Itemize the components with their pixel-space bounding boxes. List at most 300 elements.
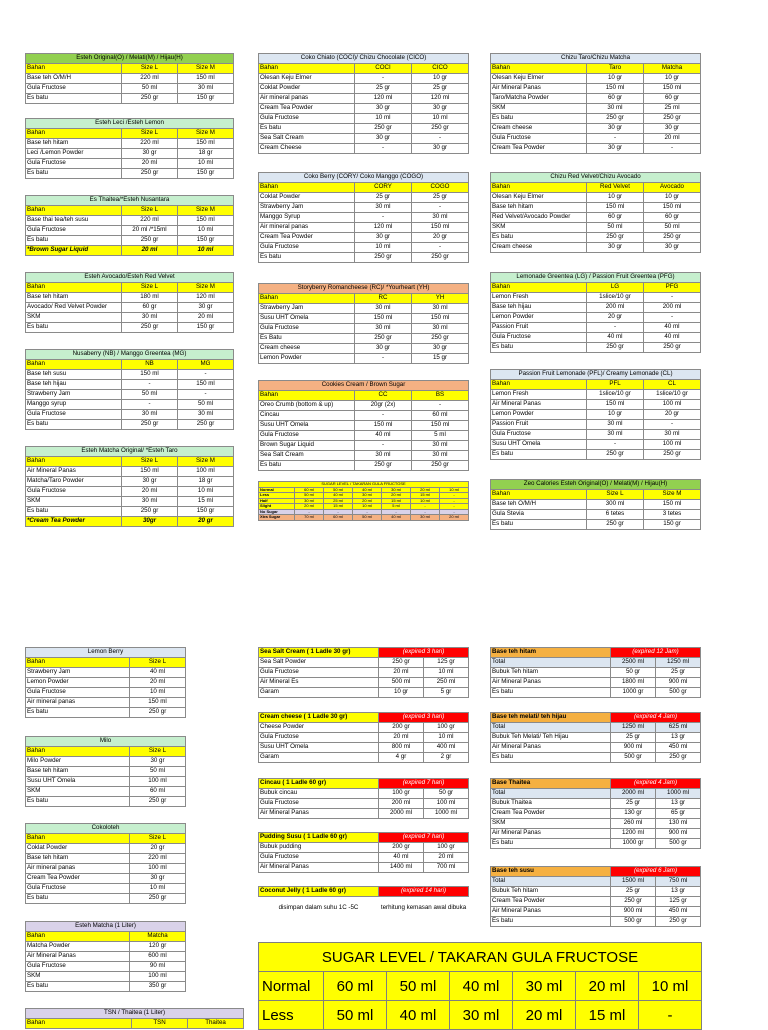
column-header: Bahan bbox=[26, 932, 130, 942]
table-title: Coko Berry (CORY/ Coko Manggo (COGO) bbox=[259, 173, 469, 183]
base-table-b3 bbox=[490, 778, 701, 849]
table-cell: 40 ml bbox=[355, 431, 412, 441]
table-cell: 25 gr bbox=[412, 193, 469, 203]
table-row bbox=[491, 917, 701, 927]
table-cell: 30 gr bbox=[644, 243, 701, 253]
table-title-row bbox=[491, 273, 701, 283]
table-cell: 25 gr bbox=[656, 668, 701, 678]
table-row bbox=[26, 293, 234, 303]
table-row bbox=[26, 688, 186, 698]
table-cell: 120 ml bbox=[355, 94, 412, 104]
table-cell: 20 gr bbox=[412, 233, 469, 243]
table-cell: 250 gr bbox=[587, 450, 644, 460]
table-cell: 150 gr bbox=[178, 169, 234, 179]
table-cell: 150 ml bbox=[122, 467, 178, 477]
table-cell: 100 gr bbox=[424, 723, 469, 733]
table-cell: 220 ml bbox=[122, 216, 178, 226]
table-row bbox=[259, 421, 469, 431]
table-cell: 30 ml bbox=[355, 451, 412, 461]
table-row bbox=[259, 515, 469, 521]
table-row bbox=[26, 854, 186, 864]
recipe-table-t11 bbox=[490, 53, 701, 154]
table-cell: 10 ml bbox=[639, 972, 702, 1001]
table-cell: 250 gr bbox=[355, 124, 412, 134]
table-cell: Es batu bbox=[491, 753, 611, 763]
table-cell: SKM bbox=[491, 223, 587, 233]
table-header-row bbox=[491, 183, 701, 193]
table-row bbox=[491, 450, 701, 460]
table-row bbox=[491, 400, 701, 410]
table-cell: 1slice/10 gr bbox=[644, 390, 701, 400]
table-cell: 150 ml bbox=[355, 314, 412, 324]
table-cell: - bbox=[587, 440, 644, 450]
expiry-badge: (expired 3 hari) bbox=[379, 713, 469, 723]
table-row bbox=[491, 668, 701, 678]
table-row bbox=[26, 400, 234, 410]
table-row bbox=[491, 223, 701, 233]
table-cell: - bbox=[355, 74, 412, 84]
prep-table-p2 bbox=[258, 712, 469, 763]
table-header-row bbox=[26, 747, 186, 757]
table-row bbox=[491, 74, 701, 84]
table-cell: Olesan Keju Elmer bbox=[491, 74, 587, 84]
table-cell: - bbox=[644, 293, 701, 303]
table-cell: 250 gr bbox=[355, 253, 412, 263]
table-cell: - bbox=[644, 420, 701, 430]
table-cell: Gula Fructose bbox=[26, 410, 122, 420]
table-row bbox=[26, 962, 186, 972]
table-row bbox=[26, 149, 234, 159]
table-cell: - bbox=[355, 144, 412, 154]
table-title: Sea Salt Cream ( 1 Ladle 30 gr) bbox=[259, 648, 379, 658]
table-cell: Base teh O/M/H bbox=[26, 74, 122, 84]
table-cell: 30 ml bbox=[295, 498, 324, 504]
table-title-row bbox=[259, 779, 469, 789]
table-title: Nusaberry (NB) / Manggo Greentea (MG) bbox=[26, 350, 234, 360]
table-cell: 30 gr bbox=[587, 144, 644, 154]
table-row bbox=[26, 390, 234, 400]
table-row bbox=[259, 743, 469, 753]
table-title-row bbox=[26, 350, 234, 360]
recipe-table-t14 bbox=[490, 369, 701, 460]
table-header-row bbox=[259, 64, 469, 74]
table-cell: 15 ml bbox=[324, 504, 353, 510]
table-cell: 20 gr bbox=[130, 844, 186, 854]
table-cell: 1000 gr bbox=[611, 688, 656, 698]
table-title: SUGAR LEVEL / TAKARAN GULA FRUCTOSE bbox=[259, 482, 469, 488]
table-cell: Passion Fruit bbox=[491, 323, 587, 333]
table-row bbox=[491, 233, 701, 243]
table-cell: 25 ml bbox=[324, 498, 353, 504]
table-cell: Es batu bbox=[491, 688, 611, 698]
table-row bbox=[259, 334, 469, 344]
table-row bbox=[259, 84, 469, 94]
table-cell: 50 gr bbox=[611, 668, 656, 678]
coconut-jelly-table bbox=[258, 886, 469, 919]
table-row bbox=[26, 942, 186, 952]
table-cell: 250 gr bbox=[122, 420, 178, 430]
table-row bbox=[491, 829, 701, 839]
table-cell: Gula Fructose bbox=[259, 799, 379, 809]
table-cell: Base teh hijau bbox=[491, 303, 587, 313]
table-cell: Cream cheese bbox=[259, 344, 355, 354]
table-title-row bbox=[491, 54, 701, 64]
table-cell: 2500 ml bbox=[611, 658, 656, 668]
expiry-badge: (expired 12 Jam) bbox=[611, 648, 701, 658]
table-row bbox=[259, 1001, 702, 1030]
column-header: Size L bbox=[122, 457, 178, 467]
table-cell: Cream Tea Powder bbox=[259, 104, 355, 114]
table-cell: Es batu bbox=[26, 708, 130, 718]
column-header: Bahan bbox=[26, 747, 130, 757]
table-cell: 50 ml bbox=[353, 515, 382, 521]
table-cell: 25 ml bbox=[644, 104, 701, 114]
table-cell: 250 gr bbox=[644, 114, 701, 124]
table-row bbox=[26, 708, 186, 718]
table-row bbox=[491, 839, 701, 849]
table-row bbox=[26, 313, 234, 323]
table-cell: 250 gr bbox=[355, 334, 412, 344]
table-row bbox=[491, 907, 701, 917]
table-cell: 30 ml bbox=[587, 104, 644, 114]
table-cell: 10 ml bbox=[412, 114, 469, 124]
table-title-row bbox=[259, 833, 469, 843]
table-cell: - bbox=[178, 370, 234, 380]
table-cell: Sea Salt Powder bbox=[259, 658, 379, 668]
table-row bbox=[26, 668, 186, 678]
table-cell: 250 gr bbox=[587, 114, 644, 124]
table-cell: 30 ml bbox=[122, 313, 178, 323]
table-title-row bbox=[491, 370, 701, 380]
table-cell: 10 ml bbox=[440, 487, 469, 493]
table-row bbox=[26, 864, 186, 874]
table-cell: 150 ml bbox=[122, 370, 178, 380]
table-title-row bbox=[26, 196, 234, 206]
table-cell: 10 gr bbox=[587, 193, 644, 203]
table-cell: 100 ml bbox=[178, 467, 234, 477]
table-cell: Es batu bbox=[26, 94, 122, 104]
table-cell: Bubuk Thaitea bbox=[491, 799, 611, 809]
table-cell: 30 gr bbox=[355, 344, 412, 354]
table-cell: 40 ml bbox=[644, 323, 701, 333]
table-cell: 250 ml bbox=[424, 678, 469, 688]
table-cell: 2000 ml bbox=[611, 789, 656, 799]
table-row bbox=[491, 390, 701, 400]
table-cell: 30 ml bbox=[355, 324, 412, 334]
total-label: Total bbox=[491, 789, 611, 799]
table-cell: Air mineral panas bbox=[259, 223, 355, 233]
table-cell: 60 ml bbox=[412, 411, 469, 421]
table-cell: SKM bbox=[26, 313, 122, 323]
column-header: Size L bbox=[122, 129, 178, 139]
table-title-row bbox=[26, 273, 234, 283]
column-header: Size M bbox=[644, 490, 701, 500]
recipe-table-t17 bbox=[25, 736, 186, 807]
table-cell: Air Mineral Panas bbox=[491, 84, 587, 94]
storage-note: disimpan dalam suhu 1C -5C bbox=[278, 903, 359, 911]
table-title-row bbox=[259, 173, 469, 183]
table-row bbox=[491, 510, 701, 520]
sugar-level-label: No Sugar bbox=[259, 509, 295, 515]
expiry-badge: (expired 7 hari) bbox=[379, 833, 469, 843]
table-row bbox=[259, 213, 469, 223]
table-cell: 150 ml bbox=[178, 380, 234, 390]
table-row bbox=[259, 411, 469, 421]
column-header: Size M bbox=[178, 64, 234, 74]
table-cell: 200 gr bbox=[379, 723, 424, 733]
column-header: COCI bbox=[355, 64, 412, 74]
table-row bbox=[491, 430, 701, 440]
table-row bbox=[26, 380, 234, 390]
table-cell: Air mineral panas bbox=[26, 698, 130, 708]
table-header-row bbox=[26, 206, 234, 216]
table-title: Lemon Berry bbox=[26, 648, 186, 658]
table-cell: Gula Fructose bbox=[26, 487, 122, 497]
table-row bbox=[259, 799, 469, 809]
table-cell: 250 gr bbox=[122, 94, 178, 104]
table-row bbox=[26, 972, 186, 982]
table-cell: Gula Fructose bbox=[26, 226, 122, 236]
column-header: Bahan bbox=[26, 129, 122, 139]
table-title: Passion Fruit Lemonade (PFL)/ Creamy Lemonade (CL) bbox=[491, 370, 701, 380]
table-cell: 10 ml bbox=[411, 498, 440, 504]
table-row bbox=[259, 431, 469, 441]
table-cell: - bbox=[440, 498, 469, 504]
table-cell: 125 gr bbox=[656, 897, 701, 907]
table-title-row bbox=[26, 922, 186, 932]
table-cell: 30 ml bbox=[450, 1001, 513, 1030]
table-cell: 150 gr bbox=[644, 520, 701, 530]
expiry-badge: (expired 3 hari) bbox=[379, 648, 469, 658]
table-cell: - bbox=[587, 134, 644, 144]
table-cell: Cream cheese bbox=[491, 243, 587, 253]
table-row bbox=[26, 84, 234, 94]
table-cell: 625 ml bbox=[656, 723, 701, 733]
table-row bbox=[26, 420, 234, 430]
column-header: Avocado bbox=[644, 183, 701, 193]
table-header-row bbox=[491, 64, 701, 74]
table-cell: 1800 ml bbox=[611, 678, 656, 688]
table-cell: 30 ml bbox=[355, 304, 412, 314]
total-row bbox=[491, 658, 701, 668]
table-cell: 50 ml bbox=[387, 972, 450, 1001]
table-cell: 25 gr bbox=[355, 84, 412, 94]
table-cell: Cream Tea Powder bbox=[491, 897, 611, 907]
table-cell: 500 gr bbox=[611, 753, 656, 763]
table-title-row bbox=[26, 737, 186, 747]
table-cell: 20 ml bbox=[379, 733, 424, 743]
table-cell: - bbox=[412, 203, 469, 213]
column-header: TSN bbox=[132, 1019, 188, 1029]
table-cell: Olesan Keju Elmer bbox=[491, 193, 587, 203]
table-cell: Air mineral panas bbox=[259, 94, 355, 104]
column-header: Bahan bbox=[259, 64, 355, 74]
table-cell: - bbox=[355, 411, 412, 421]
recipe-table-t10 bbox=[258, 380, 469, 471]
table-cell: Strawberry Jam bbox=[26, 390, 122, 400]
table-row bbox=[491, 114, 701, 124]
table-cell: 130 ml bbox=[656, 819, 701, 829]
table-cell: Susu UHT Omela bbox=[26, 777, 130, 787]
table-cell: Gula Fructose bbox=[491, 333, 587, 343]
table-cell: Gula Stevia bbox=[491, 510, 587, 520]
table-cell: 20 ml bbox=[130, 678, 186, 688]
table-row bbox=[26, 678, 186, 688]
table-row bbox=[259, 753, 469, 763]
table-row bbox=[26, 844, 186, 854]
table-cell: 20 ml bbox=[295, 504, 324, 510]
table-cell: 90 ml bbox=[130, 962, 186, 972]
column-header: Bahan bbox=[26, 1019, 132, 1029]
table-cell: 30 gr bbox=[130, 757, 186, 767]
table-row bbox=[491, 440, 701, 450]
table-cell: 500 gr bbox=[611, 917, 656, 927]
table-cell: Sea Salt Cream bbox=[259, 134, 355, 144]
table-cell: Gula Fructose bbox=[26, 884, 130, 894]
column-header: Size L bbox=[122, 206, 178, 216]
table-cell: 250 gr bbox=[122, 236, 178, 246]
recipe-table-t5 bbox=[25, 349, 234, 430]
table-cell: 220 ml bbox=[122, 74, 178, 84]
table-cell: Coklat Powder bbox=[259, 84, 355, 94]
table-row bbox=[491, 293, 701, 303]
table-cell: Cream Tea Powder bbox=[491, 809, 611, 819]
table-title: SUGAR LEVEL / TAKARAN GULA FRUCTOSE bbox=[259, 943, 702, 972]
table-cell: - bbox=[412, 134, 469, 144]
table-cell: 65 gr bbox=[656, 809, 701, 819]
table-row bbox=[26, 797, 186, 807]
prep-table-p3 bbox=[258, 778, 469, 819]
table-cell: 120 ml bbox=[178, 293, 234, 303]
table-row bbox=[259, 193, 469, 203]
table-row-highlight bbox=[26, 517, 234, 527]
column-header: Bahan bbox=[26, 834, 130, 844]
table-cell: 10 ml bbox=[424, 733, 469, 743]
table-cell: 150 gr bbox=[178, 236, 234, 246]
table-cell: Es batu bbox=[26, 797, 130, 807]
table-title: Cincau ( 1 Ladle 60 gr) bbox=[259, 779, 379, 789]
table-cell: 60 ml bbox=[324, 515, 353, 521]
table-cell: 100 ml bbox=[644, 400, 701, 410]
table-cell: 260 ml bbox=[611, 819, 656, 829]
column-header: Bahan bbox=[26, 206, 122, 216]
table-cell: Lemon Powder bbox=[259, 354, 355, 364]
table-row bbox=[259, 688, 469, 698]
table-cell: 250 gr bbox=[644, 343, 701, 353]
table-title-row bbox=[26, 119, 234, 129]
table-header-row bbox=[491, 490, 701, 500]
table-row bbox=[491, 193, 701, 203]
table-cell: Manggo syrup bbox=[26, 400, 122, 410]
table-cell: Air Mineral Panas bbox=[26, 467, 122, 477]
table-cell: Garam bbox=[259, 688, 379, 698]
table-row bbox=[259, 809, 469, 819]
table-row bbox=[259, 678, 469, 688]
table-cell: 220 ml bbox=[122, 139, 178, 149]
table-cell: 1250 ml bbox=[656, 658, 701, 668]
table-cell: 1500 ml bbox=[611, 877, 656, 887]
table-cell: Es batu bbox=[26, 507, 122, 517]
table-title-row bbox=[26, 447, 234, 457]
table-cell: *Brown Sugar Liquid bbox=[26, 246, 122, 256]
table-cell: 30 gr bbox=[587, 124, 644, 134]
table-cell: Milo Powder bbox=[26, 757, 130, 767]
table-cell: 40 ml bbox=[450, 972, 513, 1001]
table-cell: 30 ml bbox=[412, 451, 469, 461]
expiry-badge: (expired 6 Jam) bbox=[611, 867, 701, 877]
table-cell: 60 gr bbox=[644, 94, 701, 104]
column-header: Matcha bbox=[130, 932, 186, 942]
table-cell: 13 gr bbox=[656, 799, 701, 809]
base-table-b1 bbox=[490, 647, 701, 698]
table-row bbox=[259, 74, 469, 84]
table-row bbox=[259, 897, 469, 920]
table-cell: 30 gr bbox=[122, 149, 178, 159]
table-cell: 250 gr bbox=[379, 658, 424, 668]
table-title-row bbox=[491, 648, 701, 658]
table-cell: 10 ml bbox=[178, 159, 234, 169]
column-header: CC bbox=[355, 391, 412, 401]
table-row bbox=[259, 843, 469, 853]
table-cell: 5 ml bbox=[412, 431, 469, 441]
column-header: Size M bbox=[178, 457, 234, 467]
table-cell: 20 ml bbox=[382, 493, 411, 499]
table-cell: Matcha/Taro Powder bbox=[26, 477, 122, 487]
table-cell: 250 gr bbox=[178, 420, 234, 430]
table-row bbox=[26, 323, 234, 333]
table-cell: 350 gr bbox=[130, 982, 186, 992]
table-row bbox=[491, 313, 701, 323]
table-cell: Es batu bbox=[491, 839, 611, 849]
table-cell: Cream cheese bbox=[491, 124, 587, 134]
table-cell: 20 ml bbox=[178, 313, 234, 323]
table-cell: Es batu bbox=[491, 233, 587, 243]
table-title: Base teh melati/ teh hijau bbox=[491, 713, 611, 723]
table-cell: 10 ml bbox=[178, 246, 234, 256]
table-cell: 250 gr bbox=[587, 343, 644, 353]
table-cell: 30 gr bbox=[412, 144, 469, 154]
table-cell: 100 ml bbox=[644, 440, 701, 450]
table-cell: 20 ml bbox=[440, 515, 469, 521]
table-cell: 250 gr bbox=[412, 124, 469, 134]
table-cell: 1000 ml bbox=[656, 789, 701, 799]
table-cell: 6 tetes bbox=[587, 510, 644, 520]
total-label: Total bbox=[491, 658, 611, 668]
table-cell: Base teh hitam bbox=[491, 203, 587, 213]
table-cell: 250 gr bbox=[412, 461, 469, 471]
table-cell: 150 ml bbox=[412, 421, 469, 431]
column-header: Bahan bbox=[491, 490, 587, 500]
table-cell: 10 gr bbox=[412, 74, 469, 84]
table-row bbox=[491, 678, 701, 688]
table-cell: Gula Fructose bbox=[26, 962, 130, 972]
table-cell: 130 gr bbox=[611, 809, 656, 819]
table-cell: - bbox=[122, 400, 178, 410]
table-cell: 20 ml bbox=[411, 487, 440, 493]
table-title: Cookies Cream / Brown Sugar bbox=[259, 381, 469, 391]
table-cell: 300 ml bbox=[587, 500, 644, 510]
expiry-badge: (expired 7 hari) bbox=[379, 779, 469, 789]
table-row bbox=[26, 757, 186, 767]
table-title-row bbox=[259, 648, 469, 658]
table-row bbox=[259, 94, 469, 104]
table-cell: 50 gr bbox=[424, 789, 469, 799]
table-cell: Susu UHT Omela bbox=[259, 314, 355, 324]
table-cell: 600 ml bbox=[130, 952, 186, 962]
table-row bbox=[26, 787, 186, 797]
table-cell: Manggo Syrup bbox=[259, 213, 355, 223]
table-cell: 30 ml bbox=[355, 203, 412, 213]
